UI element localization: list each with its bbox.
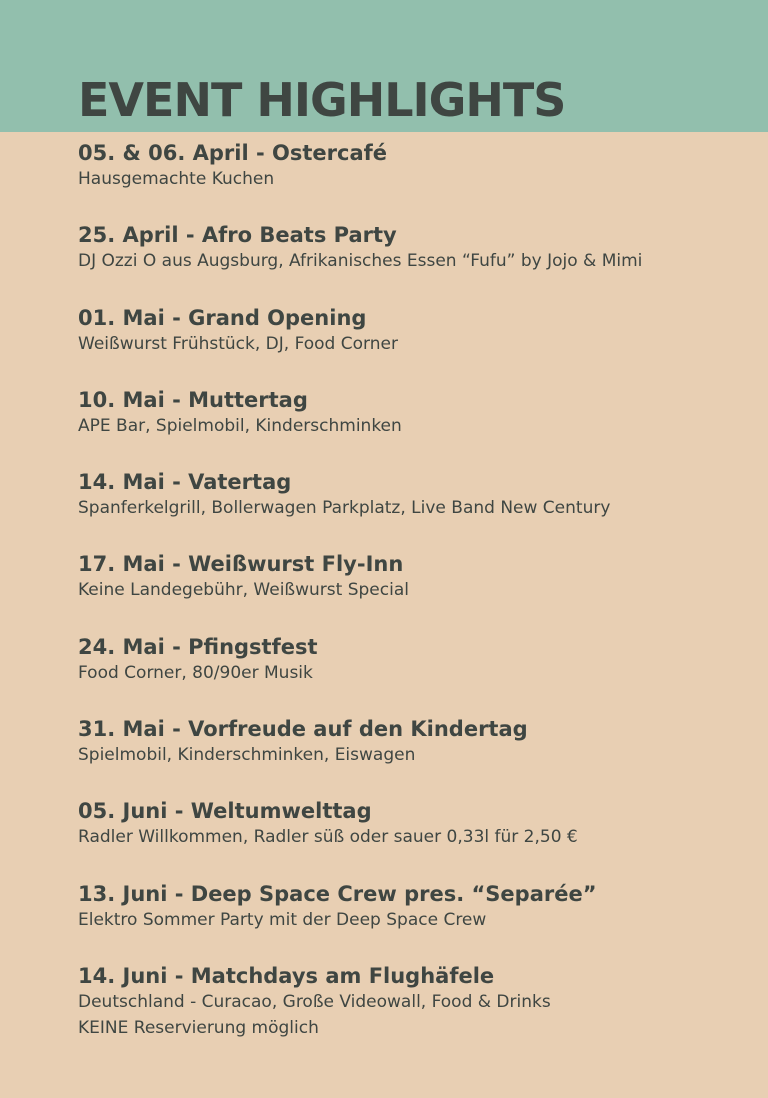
event-title: 05. & 06. April - Ostercafé (78, 141, 388, 165)
event-item (78, 387, 748, 469)
event-item (78, 551, 748, 633)
event-title: 14. Mai - Vatertag (78, 470, 292, 495)
event-description: Elektro Sommer Party mit der Deep Space Crew (78, 909, 487, 930)
event-item (78, 222, 748, 304)
event-description: Weißwurst Frühstück, DJ, Food Corner (78, 333, 398, 354)
event-item (78, 963, 748, 1045)
event-item (78, 634, 748, 716)
event-title: 10. Mai - Muttertag (78, 387, 308, 412)
event-item (78, 798, 748, 880)
event-description: Spanferkelgrill, Bollerwagen Parkplatz, Live Band New Century (78, 498, 611, 519)
event-note: KEINE Reservierung möglich (78, 1017, 319, 1038)
event-item (78, 140, 748, 222)
event-description: Food Corner, 80/90er Musik (78, 662, 313, 683)
event-title: 13. Juni - Deep Space Crew pres. “Separée” (78, 881, 597, 906)
page-title: EVENT HIGHLIGHTS (78, 73, 566, 127)
event-title: 05. Juni - Weltumwelttag (78, 799, 372, 824)
event-description: Deutschland - Curacao, Große Videowall, Food & Drinks (78, 991, 551, 1012)
event-item (78, 881, 748, 963)
event-title: 17. Mai - Weißwurst Fly-Inn (78, 552, 404, 577)
event-list (78, 140, 748, 1045)
event-item (78, 305, 748, 387)
event-title: 24. Mai - Pfingstfest (78, 634, 318, 659)
event-description: DJ Ozzi O aus Augsburg, Afrikanisches Essen “Fufu” by Jojo & Mimi (78, 251, 643, 272)
event-description: Radler Willkommen, Radler süß oder sauer 0,33l für 2,50 € (78, 827, 578, 848)
event-title: 01. Mai - Grand Opening (78, 305, 367, 330)
event-title: 14. Juni - Matchdays am Flughäfele (78, 963, 495, 988)
event-item (78, 469, 748, 551)
event-description: Spielmobil, Kinderschminken, Eiswagen (78, 745, 416, 766)
event-description: Keine Landegebühr, Weißwurst Special (78, 580, 409, 601)
header-banner (0, 0, 768, 132)
event-description: APE Bar, Spielmobil, Kinderschminken (78, 415, 402, 436)
event-title: 31. Mai - Vorfreude auf den Kindertag (78, 717, 528, 742)
event-title: 25. April - Afro Beats Party (78, 223, 397, 248)
event-item (78, 716, 748, 798)
event-description: Hausgemachte Kuchen (78, 169, 275, 189)
